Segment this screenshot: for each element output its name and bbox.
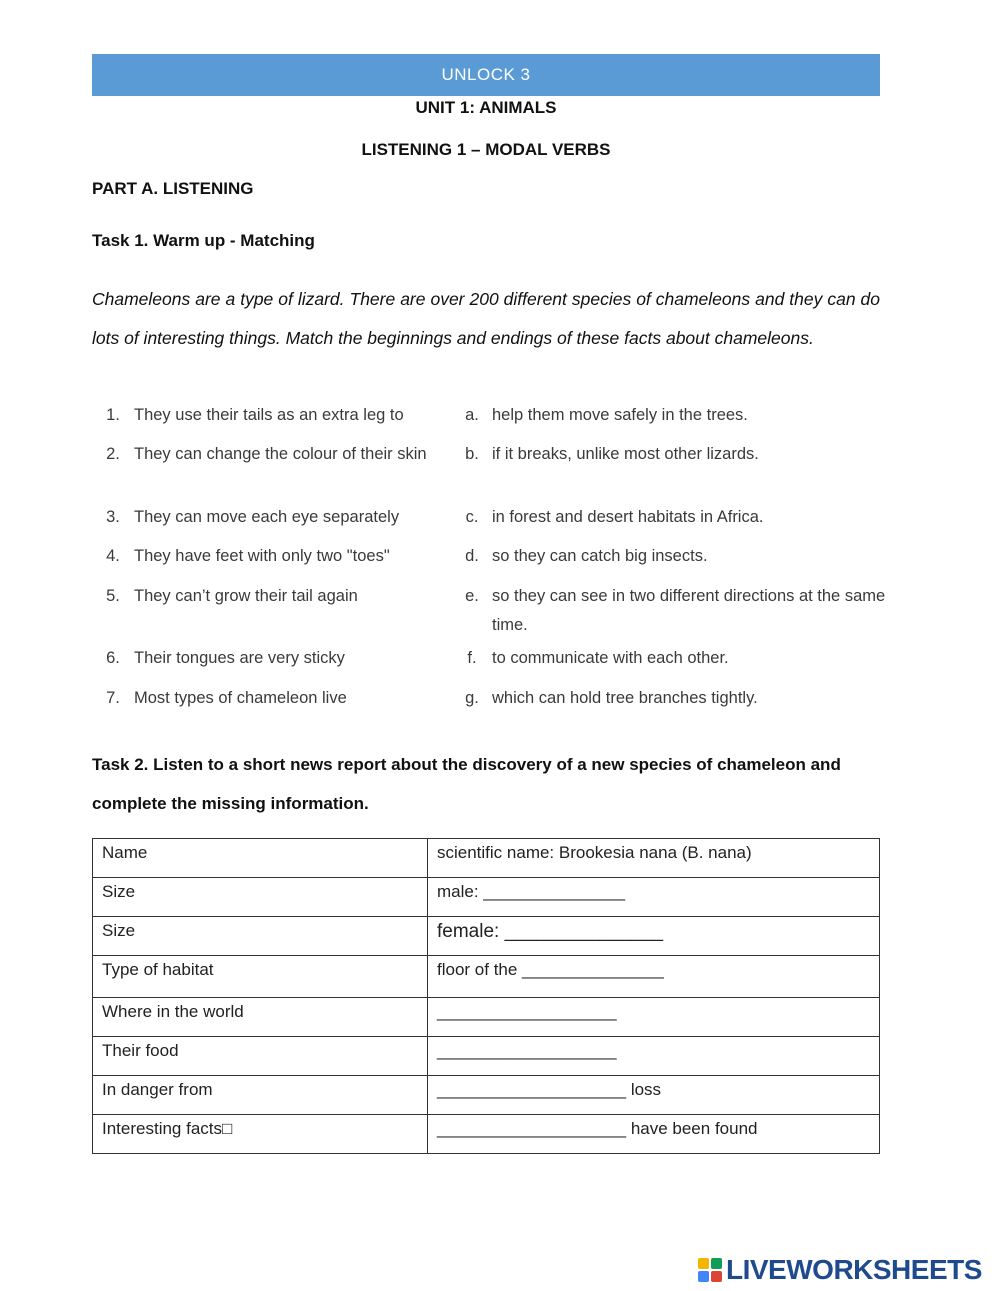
task1-heading: Task 1. Warm up - Matching — [92, 231, 315, 250]
table-answer-blank[interactable]: floor of the _______________ — [428, 956, 880, 998]
row-number: 7. — [106, 689, 120, 707]
logo-block — [711, 1258, 722, 1269]
row-letter: f. — [467, 649, 477, 667]
row-letter: a. — [465, 406, 479, 424]
row-beginning: Their tongues are very sticky — [134, 649, 345, 667]
task1-intro: Chameleons are a type of lizard. There are over 200 different species of chameleons and they can do lots of interesting things. Match the beginnings and endings of these facts about chameleons. — [92, 289, 880, 348]
logo-text: LIVEWORKSHEETS — [726, 1254, 982, 1285]
row-number: 3. — [106, 508, 120, 526]
row-beginning: They have feet with only two "toes" — [134, 547, 390, 565]
matching-row — [92, 542, 952, 571]
task2-heading: Task 2. Listen to a short news report about the discovery of a new species of chameleon and complete the missing information. — [92, 755, 841, 813]
table-answer-blank[interactable]: ____________________ loss — [428, 1076, 880, 1115]
table-label: Name — [93, 839, 428, 878]
table-answer-blank[interactable]: ____________________ have been found — [428, 1115, 880, 1154]
table-answer-blank[interactable]: male: _______________ — [428, 878, 880, 917]
table-answer-blank[interactable]: ___________________ — [428, 998, 880, 1037]
row-letter: g. — [465, 689, 479, 707]
table-row — [93, 839, 880, 878]
matching-row — [92, 644, 952, 673]
row-letter: d. — [465, 547, 479, 565]
table-answer-blank[interactable]: ___________________ — [428, 1037, 880, 1076]
row-ending: so they can catch big insects. — [492, 547, 708, 565]
matching-row — [92, 582, 952, 640]
liveworksheets-logo[interactable] — [698, 1252, 982, 1288]
row-number: 2. — [106, 445, 120, 463]
row-ending: help them move safely in the trees. — [492, 406, 748, 424]
matching-row — [92, 401, 952, 430]
row-beginning: They can move each eye separately — [134, 508, 400, 526]
row-ending: in forest and desert habitats in Africa. — [492, 508, 764, 526]
part-a-heading: PART A. LISTENING — [92, 179, 254, 198]
missing-info-table — [92, 838, 880, 1154]
logo-block — [711, 1271, 722, 1282]
title-banner: UNLOCK 3 — [92, 54, 880, 96]
table-label: In danger from — [93, 1076, 428, 1115]
table-row — [93, 1076, 880, 1115]
table-value: scientific name: Brookesia nana (B. nana) — [428, 839, 880, 878]
row-letter: e. — [465, 587, 479, 605]
table-row — [93, 1037, 880, 1076]
table-label: Interesting facts□ — [93, 1115, 428, 1154]
row-ending: to communicate with each other. — [492, 649, 729, 667]
table-row — [93, 878, 880, 917]
table-label: Type of habitat — [93, 956, 428, 998]
table-label: Size — [93, 878, 428, 917]
logo-block — [698, 1258, 709, 1269]
row-beginning: Most types of chameleon live — [134, 689, 347, 707]
row-beginning: They can change the colour of their skin — [134, 445, 427, 463]
unit-title: UNIT 1: ANIMALS — [415, 98, 557, 117]
row-number: 6. — [106, 649, 120, 667]
table-row — [93, 998, 880, 1037]
row-ending: which can hold tree branches tightly. — [492, 689, 758, 707]
row-letter: b. — [465, 445, 479, 463]
lesson-title: LISTENING 1 – MODAL VERBS — [361, 140, 611, 159]
matching-row — [92, 684, 952, 713]
logo-blocks-icon — [698, 1258, 722, 1282]
row-ending: so they can see in two different directions at the same time. — [492, 587, 886, 634]
row-letter: c. — [465, 508, 479, 526]
table-label: Where in the world — [93, 998, 428, 1037]
row-number: 4. — [106, 547, 120, 565]
matching-row — [92, 503, 952, 532]
row-ending: if it breaks, unlike most other lizards. — [492, 445, 759, 463]
row-number: 1. — [106, 406, 120, 424]
logo-block — [698, 1271, 709, 1282]
row-beginning: They use their tails as an extra leg to — [134, 406, 404, 424]
row-beginning: They can’t grow their tail again — [134, 587, 358, 605]
table-label: Their food — [93, 1037, 428, 1076]
table-answer-blank[interactable]: female: _______________ — [428, 917, 880, 956]
table-row — [93, 917, 880, 956]
table-row — [93, 1115, 880, 1154]
table-row — [93, 956, 880, 998]
matching-row — [92, 440, 952, 469]
row-number: 5. — [106, 587, 120, 605]
table-label: Size — [93, 917, 428, 956]
